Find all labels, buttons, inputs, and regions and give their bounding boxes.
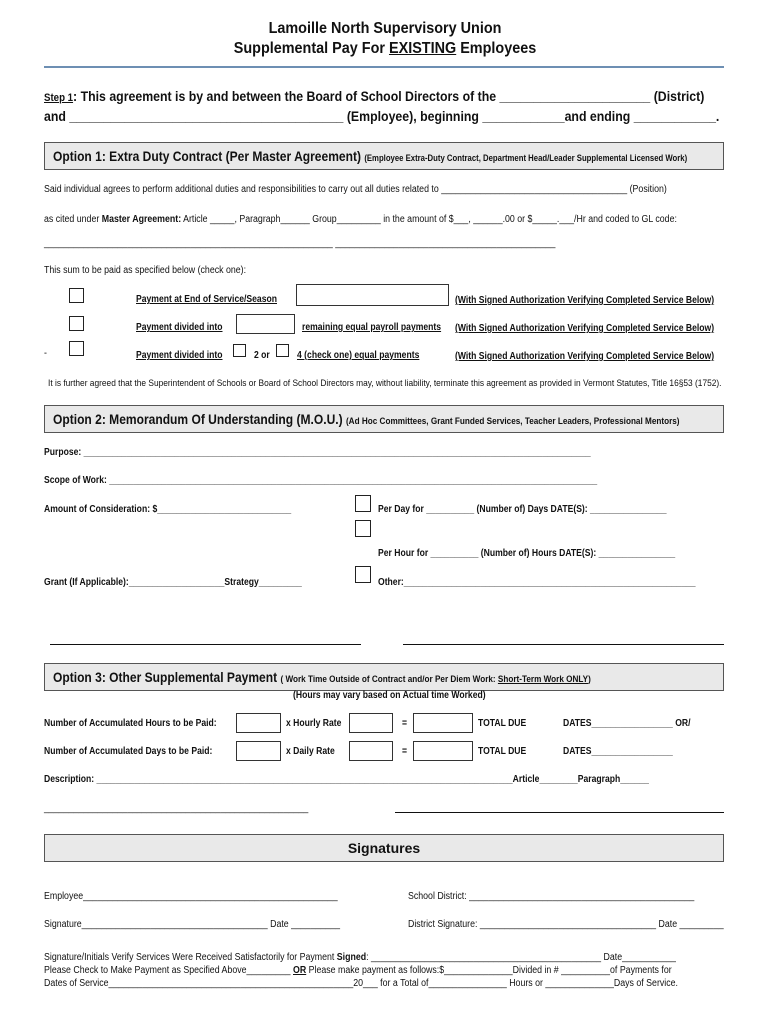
equals-sign-2: = [402, 746, 408, 757]
option1-band [44, 142, 724, 170]
dates-line-1: DATES_________________ OR/ [563, 718, 691, 729]
daily-rate-label: x Daily Rate [286, 746, 335, 757]
hours-label: Number of Accumulated Hours to be Paid: [44, 718, 217, 729]
checkbox-equal-payments[interactable] [69, 341, 84, 356]
option3-heading-note [280, 674, 590, 685]
document-title: Lamoille North Supervisory Union [268, 20, 502, 37]
signature-line: Signature______________________________________ Date __________ [44, 919, 341, 930]
dates-of-service-line: Dates of Service__________________________________________________20___ for a Total of________________ Hours or ______________Days of Service. [44, 978, 678, 989]
check-instruction: This sum to be paid as specified below (check one): [44, 265, 247, 276]
purpose-line: Purpose: __________________________________________________________________________________________________________ [44, 447, 591, 458]
option1-heading [53, 148, 687, 164]
opt-end-of-service: Payment at End of Service/Season [136, 294, 277, 305]
subtitle-text-end: Employees [456, 40, 537, 57]
option2-heading-text: Option 2: Memorandum Of Understanding (M.O.U.) [53, 411, 343, 427]
check-or: OR [293, 965, 307, 976]
checkbox-4-payments[interactable] [276, 344, 289, 357]
subtitle-emphasis: EXISTING [388, 40, 457, 57]
end-of-service-amount-field[interactable] [296, 284, 449, 306]
option1-line2-post: Article _____, Paragraph______ Group_________ in the amount of $___, ______.00 or $_____.___/Hr and coded to GL code: [181, 214, 677, 225]
paragraph-label: Paragraph [577, 774, 621, 785]
step1-line2: and ________________________________________ (Employee), beginning ____________and ending ____________. [44, 108, 720, 124]
option2-sign-line-right [403, 644, 724, 645]
amount-line: Amount of Consideration: $____________________________ [44, 504, 292, 515]
checkbox-end-of-service[interactable] [69, 288, 84, 303]
checkbox-per-day[interactable] [355, 495, 371, 512]
hourly-rate-label: x Hourly Rate [286, 718, 342, 729]
opt-equal-mid: 2 or [254, 350, 270, 361]
option3-sign-line-right [395, 812, 724, 813]
option3-heading [53, 669, 591, 685]
option1-line3: ___________________________________________________________ _____________________________________________ [44, 238, 556, 249]
signatures-heading: Signatures [347, 840, 421, 856]
daily-rate-input[interactable] [349, 741, 393, 761]
option3-band [44, 663, 724, 691]
termination-disclaimer: It is further agreed that the Superintendent of Schools or Board of School Directors may, without liability, terminate this agreement as provided in Vermont Statutes, Title 16§53 (1752). [48, 378, 722, 389]
step1-line1 [44, 88, 704, 104]
equals-sign-1: = [402, 718, 408, 729]
option3-note-pre: ( Work Time Outside of Contract and/or Per Diem Work: [280, 674, 498, 685]
option3-heading-text: Option 3: Other Supplemental Payment [53, 669, 278, 685]
district-signature-line: District Signature: ____________________________________ Date _________ [408, 919, 724, 930]
document-subtitle [39, 40, 732, 58]
per-day-line: Per Day for __________ (Number of) Days DATE(S): ________________ [378, 504, 667, 515]
option2-heading [53, 411, 680, 427]
payment-check-line [44, 965, 672, 976]
header-rule [44, 66, 724, 68]
opt-remaining-post: remaining equal payroll payments [302, 322, 442, 333]
description-text: Description: _______________________________________________________________________________________Article [44, 774, 540, 785]
opt-equal-pre: Payment divided into [136, 350, 223, 361]
employee-line: Employee____________________________________________________ [44, 891, 338, 902]
option2-band [44, 405, 724, 433]
other-line: Other:_____________________________________________________________ [378, 577, 696, 588]
option2-sign-line-left [50, 644, 361, 645]
dates-line-2: DATES_________________ [563, 746, 673, 757]
auth-note-c: (With Signed Authorization Verifying Completed Service Below) [455, 351, 715, 362]
school-district-line: School District: ______________________________________________ [408, 891, 695, 902]
auth-note-a: (With Signed Authorization Verifying Completed Service Below) [455, 295, 715, 306]
days-label: Number of Accumulated Days to be Paid: [44, 746, 213, 757]
description-line [44, 774, 649, 785]
option3-note-emphasis: Short-Term Work ONLY [497, 674, 589, 685]
master-agreement-label: Master Agreement: [101, 214, 182, 225]
option1-heading-note: (Employee Extra-Duty Contract, Department Head/Leader Supplemental Licensed Work) [364, 153, 688, 163]
checkbox-other[interactable] [355, 566, 371, 583]
days-input[interactable] [236, 741, 281, 761]
verify-signed: Signed [336, 952, 367, 963]
grant-line: Grant (If Applicable):____________________Strategy_________ [44, 577, 302, 588]
hours-total-input[interactable] [413, 713, 473, 733]
opt-equal-post: 4 (check one) equal payments [297, 350, 420, 361]
option3-underline-left: ______________________________________________________ [44, 803, 309, 814]
hours-input[interactable] [236, 713, 281, 733]
checkbox-remaining-payments[interactable] [69, 316, 84, 331]
per-hour-line: Per Hour for __________ (Number of) Hours DATE(S): ________________ [378, 548, 676, 559]
option1-line2 [44, 214, 677, 225]
total-due-2: TOTAL DUE [478, 746, 527, 757]
opt-remaining-pre: Payment divided into [136, 322, 223, 333]
hours-note: (Hours may vary based on Actual time Worked) [293, 690, 486, 701]
verify-line [44, 952, 676, 963]
dash-mark: - [44, 348, 47, 359]
option2-heading-note: (Ad Hoc Committees, Grant Funded Services, Teacher Leaders, Professional Mentors) [345, 416, 680, 427]
subtitle-text: Supplemental Pay For [233, 40, 389, 57]
total-due-1: TOTAL DUE [478, 718, 527, 729]
checkbox-2-payments[interactable] [233, 344, 246, 357]
verify-post: : _______________________________________________ Date___________ [366, 952, 676, 963]
scope-line: Scope of Work: ______________________________________________________________________________________________________ [44, 475, 598, 486]
option1-heading-text: Option 1: Extra Duty Contract (Per Master Agreement) [53, 148, 361, 164]
step1-text: : This agreement is by and between the Board of School Directors of the ______________________ (District) [73, 88, 705, 104]
step1-label: Step 1 [44, 92, 74, 104]
days-total-input[interactable] [413, 741, 473, 761]
article-blank: ________ [539, 774, 578, 785]
signatures-band [44, 834, 724, 862]
option3-note-post: ) [588, 674, 591, 685]
verify-pre: Signature/Initials Verify Services Were Received Satisfactorily for Payment [44, 952, 337, 963]
checkbox-per-hour[interactable] [355, 520, 371, 537]
option1-line2-pre: as cited under [44, 214, 102, 225]
option1-line1: Said individual agrees to perform additional duties and responsibilities to carry out all duties related to ______________________________________ (Position) [44, 184, 667, 195]
auth-note-b: (With Signed Authorization Verifying Completed Service Below) [455, 323, 715, 334]
hourly-rate-input[interactable] [349, 713, 393, 733]
check-post: Please make payment as follows:$______________Divided in # __________of Payments for [306, 965, 672, 976]
remaining-payments-field[interactable] [236, 314, 295, 334]
check-pre: Please Check to Make Payment as Specified Above_________ [44, 965, 294, 976]
paragraph-blank: ______ [620, 774, 649, 785]
